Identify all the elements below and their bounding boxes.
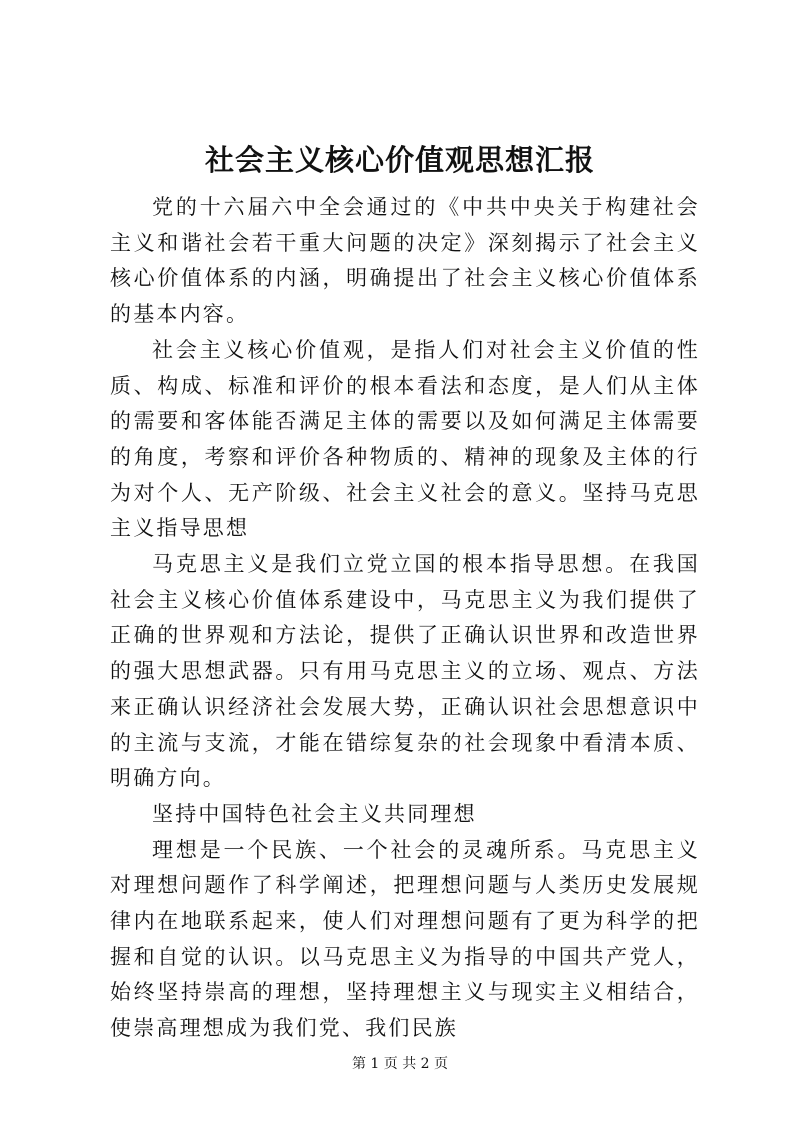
page-number-footer: 第 1 页 共 2 页 bbox=[351, 1056, 449, 1072]
section-heading-common-ideal: 坚持中国特色社会主义共同理想 bbox=[152, 801, 477, 826]
paragraph-5: 理想是一个民族、一个社会的灵魂所系。马克思主义对理想问题作了科学阐述，把理想问题与人类历史发展规律内在地联系起来，使人们对理想问题有了更为科学的把握和自觉的认识。以马克思主义为指导的中国共产党人，始终坚持崇高的理想，坚持理想主义与现实主义相结合，使崇高理想成为我们党、我们民族 bbox=[110, 837, 700, 1041]
document-title: 社会主义核心价值观思想汇报 bbox=[204, 143, 595, 177]
paragraph-2: 社会主义核心价值观，是指人们对社会主义价值的性质、构成、标准和评价的根本看法和态度，是人们从主体的需要和客体能否满足主体的需要以及如何满足主体需要的角度，考察和评价各种物质的、精神的现象及主体的行为对个人、无产阶级、社会主义社会的意义。坚持马克思主义指导思想 bbox=[110, 337, 700, 541]
document-body bbox=[110, 190, 700, 1047]
paragraph-3: 马克思主义是我们立党立国的根本指导思想。在我国社会主义核心价值体系建设中，马克思主义为我们提供了正确的世界观和方法论，提供了正确认识世界和改造世界的强大思想武器。只有用马克思主义的立场、观点、方法来正确认识经济社会发展大势，正确认识社会思想意识中的主流与支流，才能在错综复杂的社会现象中看清本质、明确方向。 bbox=[110, 552, 700, 791]
paragraph-1: 党的十六届六中全会通过的《中共中央关于构建社会主义和谐社会若干重大问题的决定》深刻揭示了社会主义核心价值体系的内涵，明确提出了社会主义核心价值体系的基本内容。 bbox=[110, 195, 700, 327]
